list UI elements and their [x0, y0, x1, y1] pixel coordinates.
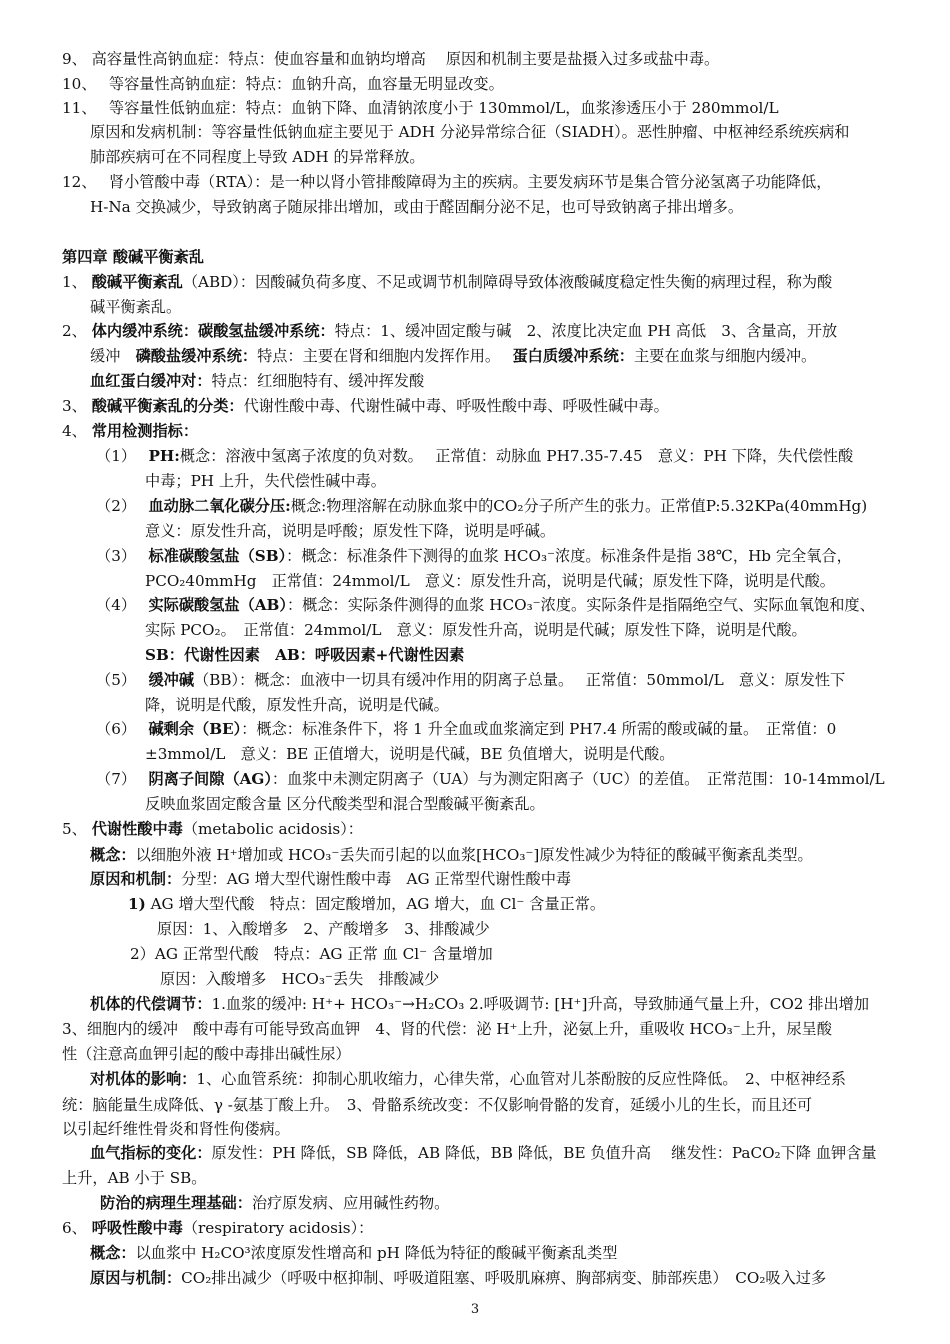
text-run: 1.血浆的缓冲: H⁺+ HCO₃⁻→H₂CO₃ 2.呼吸调节: [H⁺]升高，导致肺通气量上升，CO2 排出增加 [211, 995, 870, 1013]
bold-term: 血气指标的变化： [90, 1144, 212, 1162]
text-run: 统：脑能量生成降低、γ -氨基丁酸上升。 3、骨骼系统改变：不仅影响骨骼的发育，延缓小儿的生长，而且还可 [62, 1096, 813, 1114]
text-run: 反映血浆固定酸含量 区分代酸类型和混合型酸碱平衡紊乱。 [145, 795, 545, 813]
text-run: 5、 [62, 820, 92, 838]
text-run: 11、 等容量性低钠血症：特点：血钠下降、血清钠浓度小于 130mmol/L，血浆渗透压小于 280mmol/L [62, 99, 779, 117]
text-line [145, 470, 386, 492]
text-line [96, 495, 867, 517]
text-run: 10、 等容量性高钠血症：特点：血钠升高，血容量无明显改变。 [62, 75, 504, 93]
text-run: （3） [96, 547, 149, 565]
text-run: 4、 [62, 422, 92, 440]
text-line [96, 594, 875, 616]
bold-term: 常用检测指标： [91, 422, 198, 440]
bold-term: 呼吸性酸中毒 [91, 1219, 183, 1237]
text-run: ：概念：实际条件测得的血浆 HCO₃⁻浓度。实际条件是指隔绝空气、实际血氧饱和度、 [286, 596, 875, 614]
text-run: 上升，AB 小于 SB。 [62, 1169, 207, 1187]
text-line [145, 570, 835, 592]
text-line [100, 1192, 449, 1214]
text-run: 特点：红细胞特有、缓冲挥发酸 [211, 372, 425, 390]
text-line [130, 943, 493, 965]
bold-term: 血动脉二氧化碳分压: [148, 497, 291, 515]
text-line [96, 545, 852, 567]
text-run: 3、细胞内的缓冲 酸中毒有可能导致高血钾 4、肾的代偿：泌 H⁺上升，泌氨上升，重吸收 HCO₃⁻上升，尿呈酸 [62, 1020, 832, 1038]
text-line [145, 520, 555, 542]
text-run: 意义：原发性升高，说明是呼酸；原发性下降，说明是呼碱。 [145, 522, 556, 540]
text-run: PCO₂40mmHg 正常值：24mmol/L 意义：原发性升高，说明是代碱；原发性下降，说明是代酸。 [145, 572, 835, 590]
text-run: （2） [96, 497, 149, 515]
text-line [90, 121, 850, 143]
text-line [62, 395, 669, 417]
bold-term: 防治的病理生理基础： [100, 1194, 252, 1212]
text-run: 主要在血浆与细胞内缓冲。 [633, 347, 817, 365]
text-line [128, 893, 605, 915]
text-line [145, 644, 464, 666]
text-line [90, 1142, 877, 1164]
text-run: 概念:物理溶解在动脉血浆中的CO₂分子所产生的张力。正常值P:5.32KPa(40mmHg) [290, 497, 868, 515]
bold-term: 血红蛋白缓冲对： [90, 372, 212, 390]
text-run: 12、 肾小管酸中毒（RTA）：是一种以肾小管排酸障碍为主的疾病。主要发病环节是集合管分泌氢离子功能降低， [62, 173, 832, 191]
text-line [145, 619, 807, 641]
text-line [90, 844, 813, 866]
text-line [96, 768, 885, 790]
text-line [90, 1068, 846, 1090]
text-run: ±3mmol/L 意义：BE 正值增大，说明是代碱，BE 负值增大，说明是代酸。 [145, 745, 675, 763]
text-line [62, 73, 504, 95]
text-run: 3、 [62, 397, 92, 415]
text-run: （5） [96, 671, 149, 689]
bold-term: 蛋白质缓冲系统： [512, 347, 634, 365]
text-run: 以细胞外液 H⁺增加或 HCO₃⁻丢失而引起的以血浆[HCO₃⁻]原发性减少为特征的酸碱平衡紊乱类型。 [135, 846, 813, 864]
text-run: 2）AG 正常型代酸 特点：AG 正常 血 Cl⁻ 含量增加 [130, 945, 493, 963]
text-run: CO₂排出减少（呼吸中枢抑制、呼吸道阻塞、呼吸肌麻痹、胸部病变、肺部疾患） CO₂吸入过多 [181, 1269, 827, 1287]
text-line [157, 918, 490, 940]
bold-term: SB：代谢性因素 AB：呼吸因素+代谢性因素 [145, 646, 465, 664]
bold-term: 概念： [90, 846, 136, 864]
bold-term: 原因与机制： [90, 1269, 182, 1287]
text-line [96, 669, 845, 691]
text-run: （metabolic acidosis）： [182, 820, 363, 838]
text-line [145, 793, 545, 815]
text-line [90, 196, 743, 218]
text-line [62, 171, 831, 193]
bold-term: 1) [128, 895, 146, 913]
text-run: （6） [96, 720, 149, 738]
page-number: 3 [470, 1302, 480, 1317]
bold-term: 第四章 酸碱平衡紊乱 [62, 248, 204, 266]
bold-term: 碳酸氢盐缓冲系统： [198, 322, 335, 340]
text-run: 1、心血管系统：抑制心肌收缩力，心律失常，心血管对儿茶酚胺的反应性降低。 2、中枢神经系 [196, 1070, 846, 1088]
text-line [90, 296, 181, 318]
text-line [62, 1018, 832, 1040]
bold-term: 酸碱平衡紊乱 [91, 273, 183, 291]
text-line [62, 48, 719, 70]
bold-term: 原因和机制： [90, 870, 182, 888]
bold-term: 酸碱平衡紊乱的分类： [91, 397, 244, 415]
text-run: 代谢性酸中毒、代谢性碱中毒、呼吸性酸中毒、呼吸性碱中毒。 [243, 397, 669, 415]
text-run: （1） [96, 447, 149, 465]
text-run: AG 增大型代酸 特点：固定酸增加，AG 增大，血 Cl⁻ 含量正常。 [145, 895, 606, 913]
text-line [62, 271, 832, 293]
text-run: 1、 [62, 273, 92, 291]
text-line [96, 718, 836, 740]
text-run: 以血浆中 H₂CO³浓度原发性增高和 pH 降低为特征的酸碱平衡紊乱类型 [135, 1244, 618, 1262]
bold-term: PH: [148, 447, 180, 465]
bold-term: 阴离子间隙（AG） [148, 770, 272, 788]
text-run: （ABD）：因酸碱负荷多度、不足或调节机制障碍导致体液酸碱度稳定性失衡的病理过程，称为酸 [182, 273, 833, 291]
text-run: （BB）：概念：血液中一切具有缓冲作用的阴离子总量。 正常值：50mmol/L 意义：原发性下 [194, 671, 846, 689]
text-run: 缓冲 [90, 347, 136, 365]
text-line [62, 1094, 812, 1116]
text-line [62, 97, 779, 119]
text-line [90, 1267, 826, 1289]
bold-term: 体内缓冲系统： [91, 322, 198, 340]
text-run: 概念：溶液中氢离子浓度的负对数。 正常值：动脉血 PH7.35-7.45 意义：PH 下降，失代偿性酸 [179, 447, 854, 465]
text-run: （7） [96, 770, 149, 788]
bold-term: 实际碳酸氢盐（AB） [148, 596, 287, 614]
text-run: 实际 PCO₂。 正常值：24mmol/L 意义：原发性升高，说明是代碱；原发性下降，说明是代酸。 [145, 621, 807, 639]
text-run: 治疗原发病、应用碱性药物。 [251, 1194, 450, 1212]
text-line [62, 1043, 351, 1065]
text-line [62, 1217, 373, 1239]
text-line [62, 320, 837, 342]
text-line [62, 420, 198, 442]
text-run: 原因：入酸增多 HCO₃⁻丢失 排酸减少 [160, 970, 440, 988]
text-run: （respiratory acidosis）： [182, 1219, 374, 1237]
text-run: 特点：主要在肾和细胞内发挥作用。 [257, 347, 513, 365]
text-run: 碱平衡紊乱。 [90, 298, 182, 316]
text-line [160, 968, 439, 990]
bold-term: 机体的代偿调节： [90, 995, 212, 1013]
text-run: 分型：AG 增大型代谢性酸中毒 AG 正常型代谢性酸中毒 [181, 870, 572, 888]
text-run: （4） [96, 596, 149, 614]
text-run: 肺部疾病可在不同程度上导致 ADH 的异常释放。 [90, 148, 425, 166]
bold-term: 碱剩余（BE） [148, 720, 242, 738]
text-run: 原发性：PH 降低，SB 降低，AB 降低，BB 降低，BE 负值升高 继发性：PaCO₂下降 血钾含量 [211, 1144, 877, 1162]
text-line [62, 246, 204, 268]
text-run: 9、 高容量性高钠血症：特点：使血容量和血钠均增高 原因和机制主要是盐摄入过多或盐中毒。 [62, 50, 720, 68]
text-run: 中毒；PH 上升，失代偿性碱中毒。 [145, 472, 386, 490]
text-run: H-Na 交换减少，导致钠离子随尿排出增加，或由于醛固酮分泌不足，也可导致钠离子排出增多。 [90, 198, 744, 216]
bold-term: 对机体的影响： [90, 1070, 197, 1088]
text-line [90, 345, 816, 367]
text-line [62, 1118, 290, 1140]
text-run: 以引起纤维性骨炎和肾性佝偻病。 [62, 1120, 290, 1138]
text-run: 特点：1、缓冲固定酸与碱 2、浓度比决定血 PH 高低 3、含量高，开放 [334, 322, 838, 340]
text-line [96, 445, 853, 467]
text-line [62, 818, 363, 840]
text-line [145, 743, 674, 765]
bold-term: 概念： [90, 1244, 136, 1262]
text-line [90, 868, 571, 890]
text-run: 原因：1、入酸增多 2、产酸增多 3、排酸减少 [157, 920, 490, 938]
bold-term: 磷酸盐缓冲系统： [135, 347, 258, 365]
text-run: 降，说明是代酸，原发性升高，说明是代碱。 [145, 696, 449, 714]
bold-term: 代谢性酸中毒 [91, 820, 183, 838]
text-run: 性（注意高血钾引起的酸中毒排出碱性尿） [62, 1045, 351, 1063]
text-run: ：概念：标准条件下测得的血浆 HCO₃⁻浓度。标准条件是指 38℃，Hb 完全氧合， [286, 547, 852, 565]
bold-term: 标准碳酸氢盐（SB） [148, 547, 287, 565]
text-run: ：概念：标准条件下，将 1 升全血或血浆滴定到 PH7.4 所需的酸或碱的量。 正常值：0 [241, 720, 837, 738]
text-line [62, 1167, 206, 1189]
text-run: 原因和发病机制：等容量性低钠血症主要见于 ADH 分泌异常综合征（SIADH）。恶性肿瘤、中枢神经系统疾病和 [90, 123, 850, 141]
text-line [90, 993, 869, 1015]
text-run: 2、 [62, 322, 92, 340]
text-line [145, 694, 449, 716]
text-line [90, 1242, 617, 1264]
text-run: 6、 [62, 1219, 92, 1237]
text-line [90, 370, 424, 392]
bold-term: 缓冲碱 [148, 671, 195, 689]
text-line [90, 146, 425, 168]
text-run: ：血浆中未测定阴离子（UA）与为测定阳离子（UC）的差值。 正常范围：10-14mmol/L [271, 770, 885, 788]
